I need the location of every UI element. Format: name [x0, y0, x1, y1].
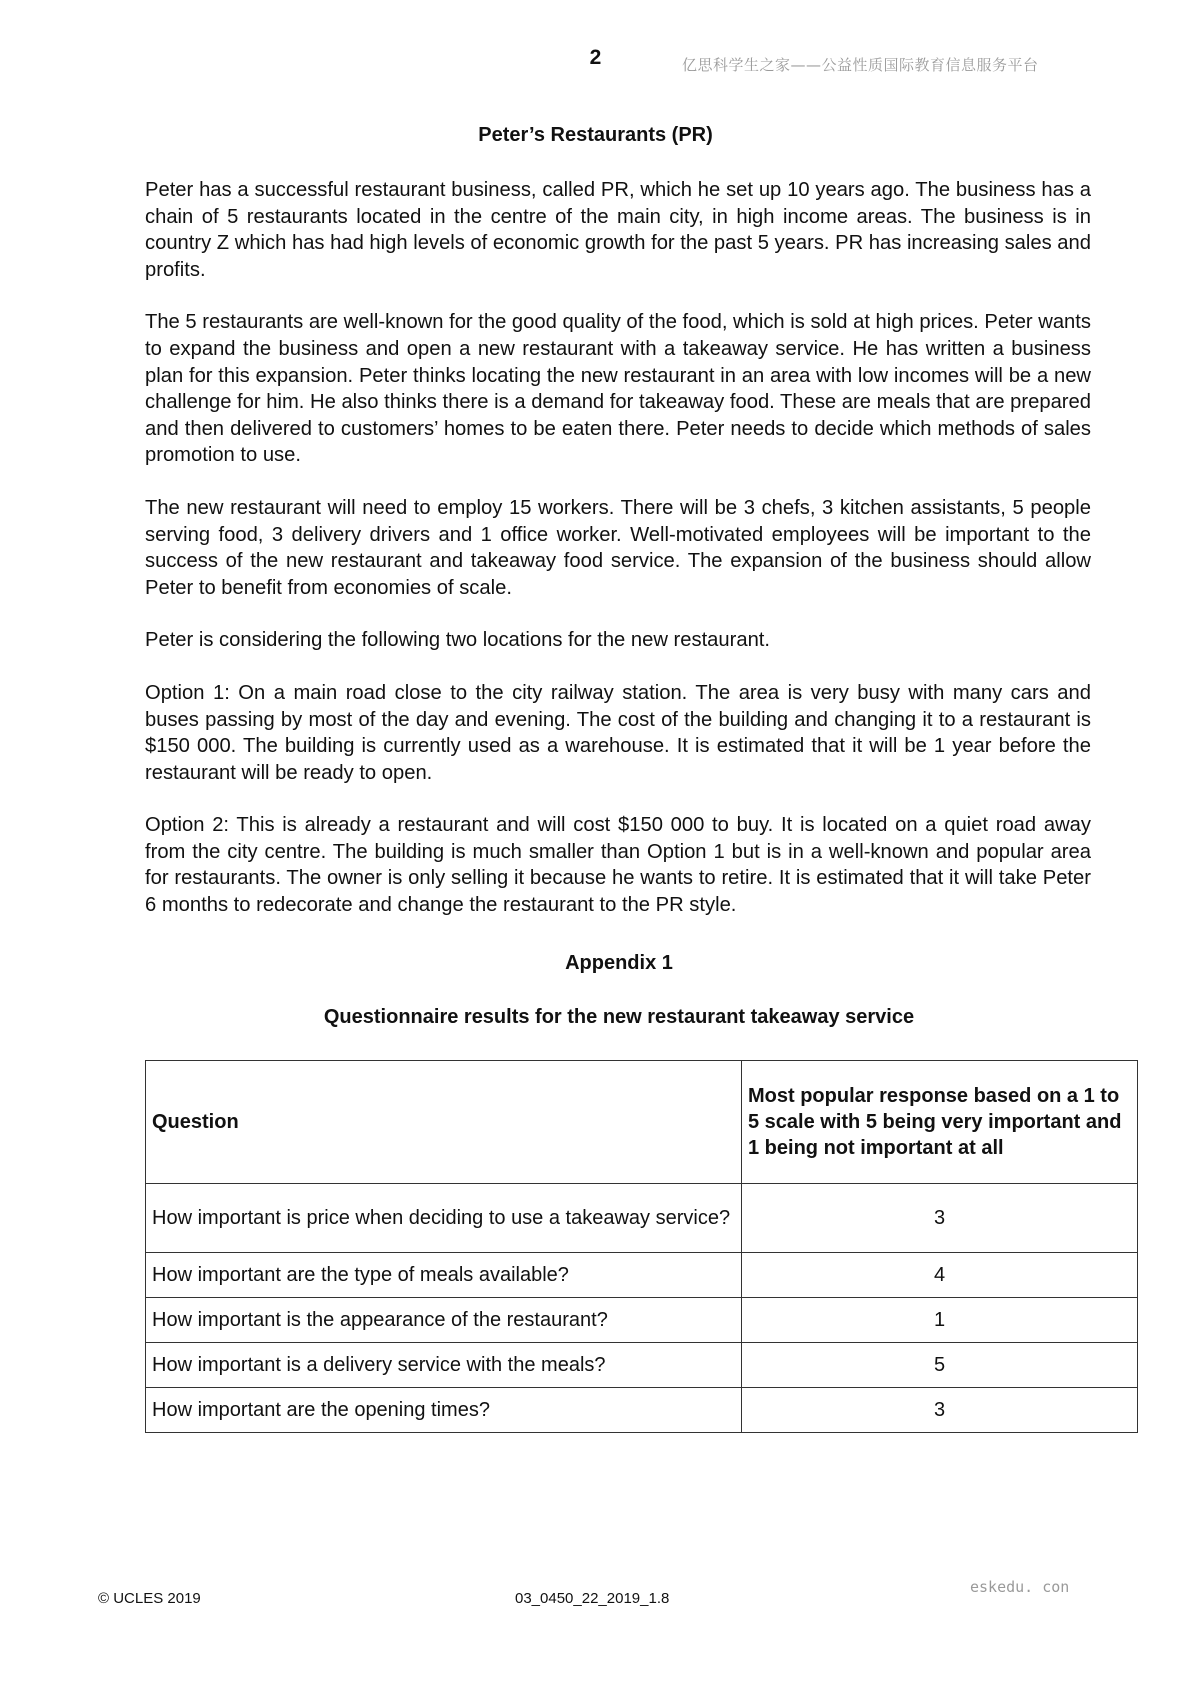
paragraph-option-2: Option 2: This is already a restaurant and will cost $150 000 to buy. It is located on a quiet road away from the city centre. The building is much smaller than Option 1 but is in a well-known and popular area for restaurants. The owner is only selling it because he wants to retire. It is estimated that it will take Peter 6 months to redecorate and change the restaurant to the PR style.	[145, 814, 1091, 917]
response-cell: 1	[742, 1298, 1138, 1343]
paragraph-option-1: Option 1: On a main road close to the city railway station. The area is very busy with many cars and buses passing by most of the day and evening. The cost of the building and changing it to a restaurant is $150 000. The building is currently used as a warehouse. It is estimated that it will be 1 year before the restaurant will be ready to open.	[145, 681, 1091, 784]
header-question: Question	[146, 1061, 742, 1184]
table-row	[146, 1343, 1138, 1388]
paragraph-workers: The new restaurant will need to employ 15 workers. There will be 3 chefs, 3 kitchen assistants, 5 people serving food, 3 delivery drivers and 1 office worker. Well-motivated employees will be important to the success of the new restaurant and takeaway food service. The expansion of the business should allow Peter to benefit from economies of scale.	[145, 496, 1091, 599]
table-caption: Questionnaire results for the new restaurant takeaway service	[323, 1006, 915, 1028]
question-cell: How important are the type of meals available?	[146, 1253, 742, 1298]
question-cell: How important is price when deciding to use a takeaway service?	[146, 1184, 742, 1253]
question-cell: How important are the opening times?	[146, 1388, 742, 1433]
response-cell: 4	[742, 1253, 1138, 1298]
questionnaire-table	[145, 1060, 1138, 1433]
question-cell: How important is a delivery service with the meals?	[146, 1343, 742, 1388]
footer-watermark: eskedu. con	[970, 1578, 1070, 1596]
question-cell: How important is the appearance of the restaurant?	[146, 1298, 742, 1343]
paragraph-intro: Peter has a successful restaurant business, called PR, which he set up 10 years ago. The business has a chain of 5 restaurants located in the centre of the main city, in high income areas. The business is in country Z which has had high levels of economic growth for the past 5 years. PR has increasing sales and profits.	[145, 179, 1091, 281]
paragraph-expansion: The 5 restaurants are well-known for the good quality of the food, which is sold at high prices. Peter wants to expand the business and open a new restaurant with a takeaway service. He has written a business plan for this expansion. Peter thinks locating the new restaurant in an area with low incomes will be a new challenge for him. He also thinks there is a demand for takeaway food. These are meals that are prepared and then delivered to customers’ homes to be eaten there. Peter needs to decide which methods of sales promotion to use.	[145, 311, 1091, 467]
table-row	[146, 1253, 1138, 1298]
response-cell: 3	[742, 1388, 1138, 1433]
case-title: Peter’s Restaurants (PR)	[478, 124, 713, 146]
paragraph-locations: Peter is considering the following two locations for the new restaurant.	[145, 629, 771, 652]
appendix-title: Appendix 1	[565, 952, 673, 974]
case-body	[145, 177, 1091, 945]
response-cell: 5	[742, 1343, 1138, 1388]
table-row	[146, 1298, 1138, 1343]
table-row	[146, 1184, 1138, 1253]
header-response: Most popular response based on a 1 to 5 scale with 5 being very important and 1 being not important at all	[742, 1061, 1138, 1184]
page-number: 2	[589, 46, 602, 69]
footer-code: 03_0450_22_2019_1.8	[515, 1590, 670, 1607]
response-cell: 3	[742, 1184, 1138, 1253]
header-watermark: 亿思科学生之家——公益性质国际教育信息服务平台	[682, 56, 1039, 74]
table-header-row	[146, 1061, 1138, 1184]
footer-copyright: © UCLES 2019	[98, 1590, 201, 1607]
table-row	[146, 1388, 1138, 1433]
